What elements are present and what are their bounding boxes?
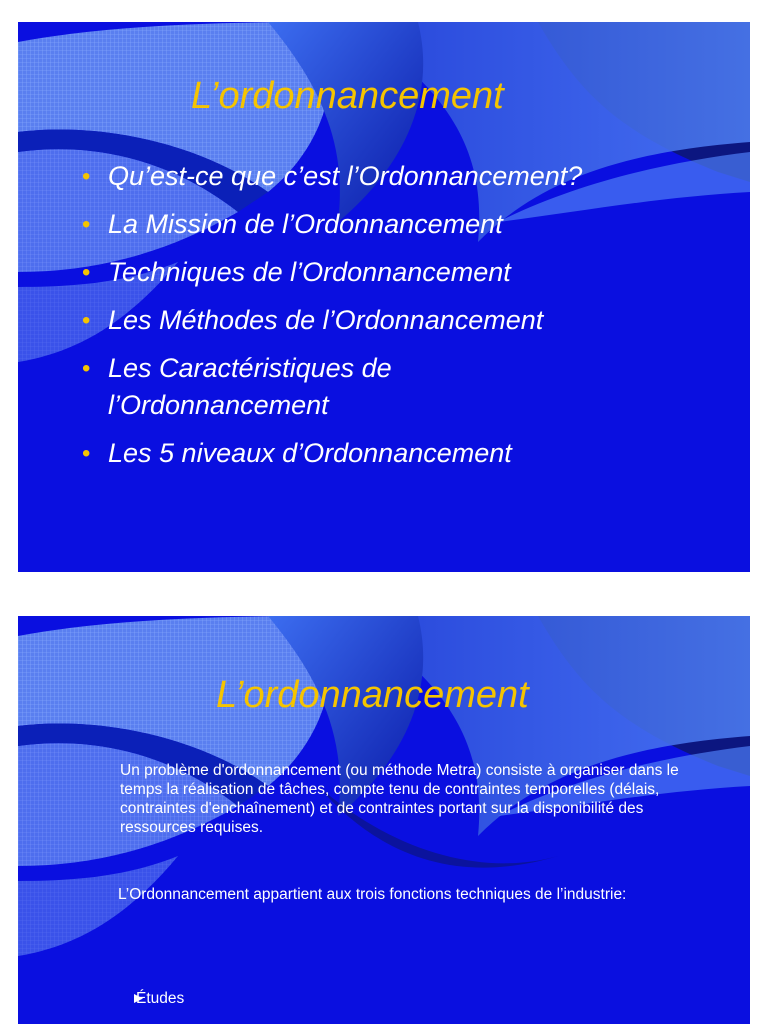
bullet-text: Qu’est-ce que c’est l’Ordonnancement? bbox=[108, 161, 583, 191]
slide-2 bbox=[18, 616, 750, 1024]
bullet-text: Techniques de l’Ordonnancement bbox=[108, 257, 511, 287]
bullet-dot-icon: • bbox=[82, 259, 91, 286]
bullet-item bbox=[82, 254, 732, 291]
bullet-text: Les Méthodes de l’Ordonnancement bbox=[108, 305, 544, 335]
bullet-dot-icon: • bbox=[82, 163, 91, 190]
slide-2-title: L’ordonnancement bbox=[216, 674, 529, 716]
bullet-item bbox=[82, 302, 732, 339]
bullet-dot-icon: • bbox=[82, 211, 91, 238]
bullet-item bbox=[82, 206, 732, 243]
bullet-dot-icon: • bbox=[82, 307, 91, 334]
slide-2-list-item: Études bbox=[136, 990, 185, 1007]
bullet-text: Les Caractéristiques de l’Ordonnancement bbox=[108, 353, 392, 420]
bullet-dot-icon: • bbox=[82, 440, 91, 467]
bullet-dot-icon: • bbox=[82, 355, 91, 382]
slide-1-bullet-list bbox=[82, 158, 732, 483]
slide-1 bbox=[18, 22, 750, 572]
bullet-text: La Mission de l’Ordonnancement bbox=[108, 209, 503, 239]
bullet-item bbox=[82, 350, 488, 424]
slide-2-paragraph-1: Un problème d'ordonnancement (ou méthode Metra) consiste à organiser dans le temps la réalisation de tâches, compte tenu de contraintes temporelles (délais, contraintes d'enchaînement) et de contraintes portant sur la disponibilité des ressources requises. bbox=[120, 762, 679, 836]
bullet-item bbox=[82, 158, 732, 195]
bullet-text: Les 5 niveaux d’Ordonnancement bbox=[108, 438, 512, 468]
slide-2-paragraph-2: L’Ordonnancement appartient aux trois fonctions techniques de l’industrie: bbox=[118, 886, 627, 903]
slide-1-title: L’ordonnancement bbox=[191, 75, 504, 117]
bullet-item bbox=[82, 435, 732, 472]
